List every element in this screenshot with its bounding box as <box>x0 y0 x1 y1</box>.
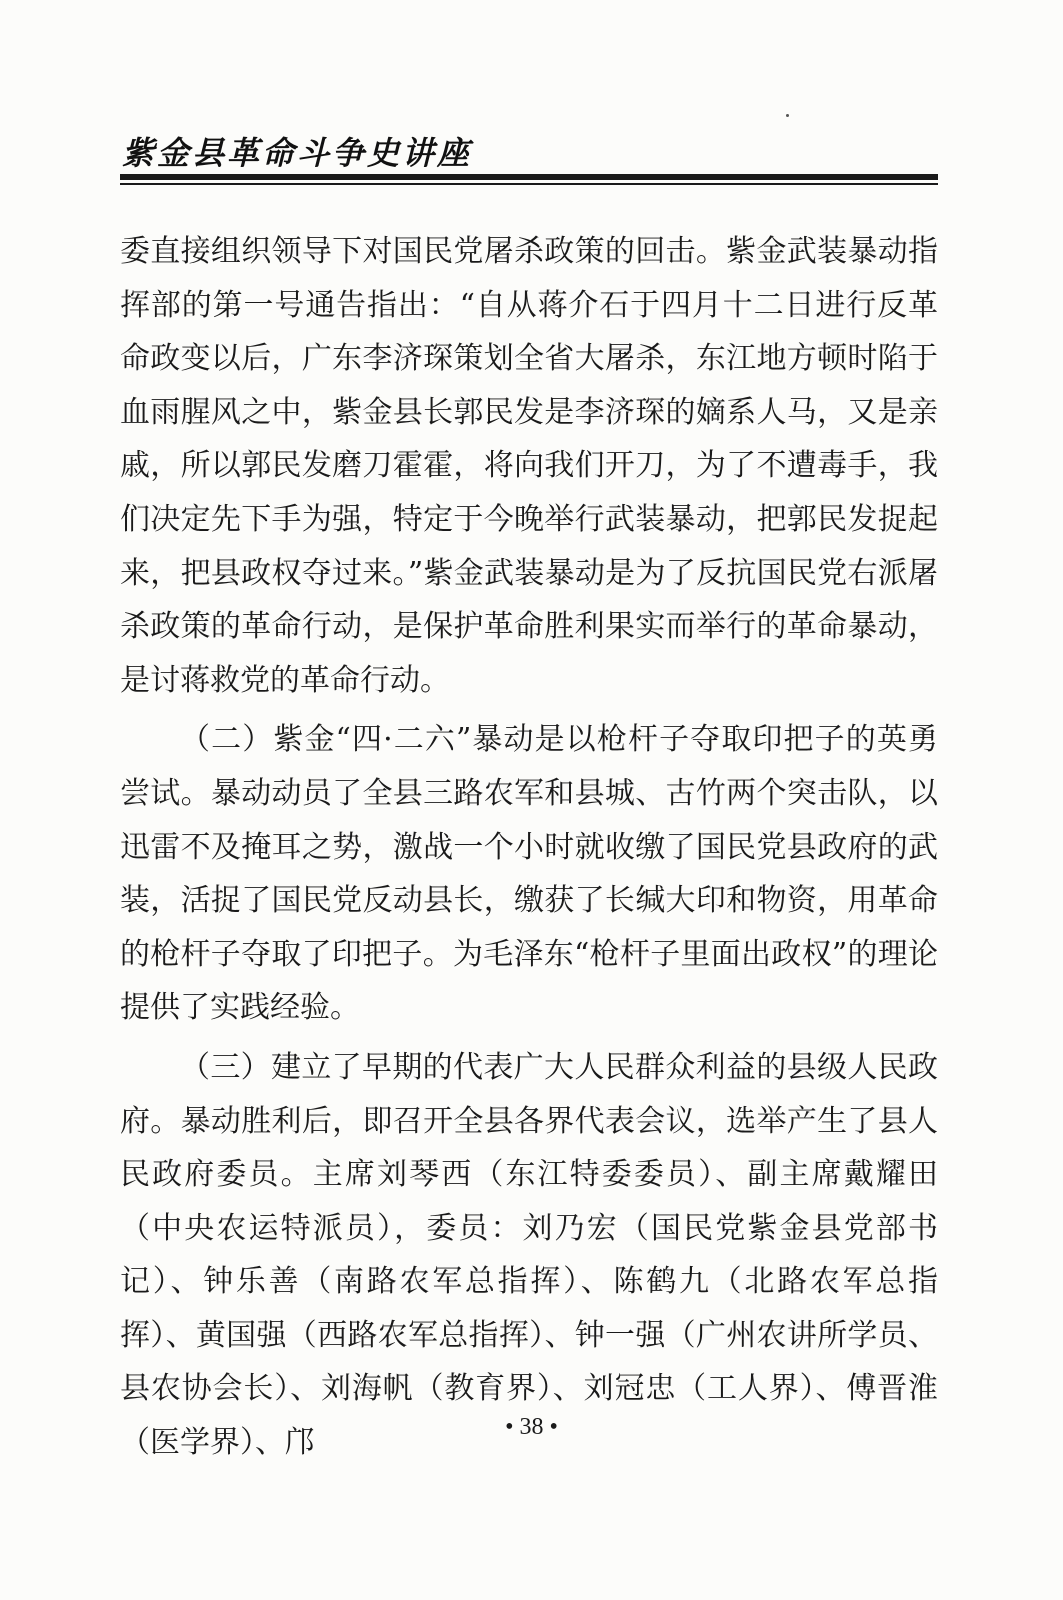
paragraph-point-two: （二）紫金“四·二六”暴动是以枪杆子夺取印把子的英勇尝试。暴动动员了全县三路农军和县城、古竹两个突击队，以迅雷不及掩耳之势，激战一个小时就收缴了国民党县政府的武装，活捉了国民党反动县长，缴获了长缄大印和物资，用革命的枪杆子夺取了印把子。为毛泽东“枪杆子里面出政权”的理论提供了实践经验。 <box>120 722 938 1026</box>
paragraph-point-three: （三）建立了早期的代表广大人民群众利益的县级人民政府。暴动胜利后，即召开全县各界代表会议，选举产生了县人民政府委员。主席刘琴西（东江特委委员）、副主席戴耀田（中央农运特派员），委员：刘乃宏（国民党紫金县党部书记）、钟乐善（南路农军总指挥）、陈鹤九（北路农军总指挥）、黄国强（西路农军总指挥）、钟一强（广州农讲所学员、县农协会长）、刘海帆（教育界）、刘冠忠（工人界）、傅晋淮（医学界）、邝 <box>120 1049 938 1461</box>
paragraph-continuation: 委直接组织领导下对国民党屠杀政策的回击。紫金武装暴动指挥部的第一号通告指出：“自从蒋介石于四月十二日进行反革命政变以后，广东李济琛策划全省大屠杀，东江地方顿时陷于血雨腥风之中，紫金县长郭民发是李济琛的嫡系人马，又是亲戚，所以郭民发磨刀霍霍，将向我们开刀，为了不遭毒手，我们决定先下手为强，特定于今晚举行武装暴动，把郭民发捉起来，把县政权夺过来。”紫金武装暴动是为了反抗国民党右派屠杀政策的革命行动，是保护革命胜利果实而举行的革命暴动，是讨蒋救党的革命行动。 <box>120 234 938 698</box>
scan-speck <box>786 114 789 117</box>
header-rule-thin <box>120 183 938 185</box>
running-header-title: 紫金县革命斗争史讲座 <box>122 134 473 172</box>
page-number: • 38 • <box>505 1414 558 1440</box>
body-text <box>120 225 938 1470</box>
header-rule-thick <box>120 174 938 180</box>
